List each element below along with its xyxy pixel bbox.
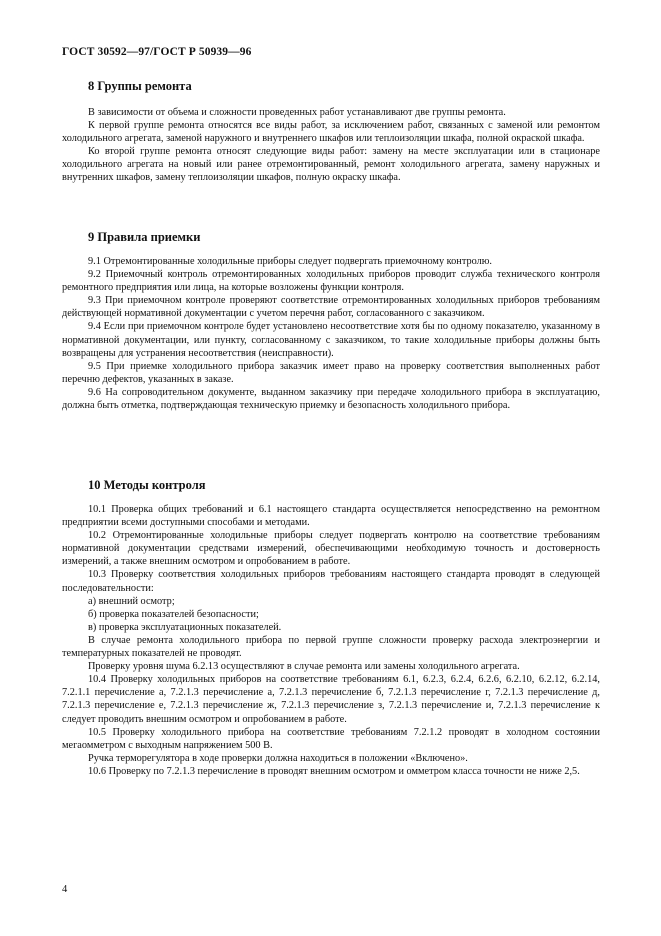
paragraph: 10.2 Отремонтированные холодильные приборы следует подвергать контролю на соответствие требованиям нормативной документации средствами измерений, обеспечивающими необходимую точность и достоверность измерений, а также внешним осмотром и опробованием в работе. (62, 530, 600, 568)
paragraph: В зависимости от объема и сложности проведенных работ устанавливают две группы ремонта. (88, 107, 506, 118)
section-8-heading: 8 Группы ремонта (88, 79, 192, 93)
paragraph: 9.6 На сопроводительном документе, выданном заказчику при передаче холодильного прибора в эксплуатацию, должна быть отметка, подтверждающая техническую приемку и безопасность холодильного прибора. (62, 386, 600, 412)
section-9-heading: 9 Правила приемки (88, 230, 201, 244)
paragraph: 10.3 Проверку соответствия холодильных приборов требованиям настоящего стандарта проводят в следующей последовательности: (62, 569, 600, 594)
paragraph: Ко второй группе ремонта относят следующие виды работ: замену на месте эксплуатации или в стационаре холодильного агрегата на новый или ранее отремонтированный, ремонт холодильного агрегата, замену наружных и внутренних шкафов, замену теплоизоляции шкафов, полную окраску шкафа. (62, 146, 600, 184)
paragraph: 9.5 При приемке холодильного прибора заказчик имеет право на проверку соответствия выполненных работ перечню дефектов, указанных в заказе. (62, 360, 600, 385)
paragraph: 10.5 Проверку холодильного прибора на соответствие требованиям 7.2.1.2 проводят в холодном состоянии мегаомметром с выходным напряжением 500 В. (62, 726, 600, 751)
paragraph: 9.1 Отремонтированные холодильные приборы следует подвергать приемочному контролю. (88, 256, 493, 267)
page-number: 4 (62, 884, 68, 895)
paragraph: 10.4 Проверку холодильных приборов на соответствие требованиям 6.1, 6.2.3, 6.2.4, 6.2.6, 6.2.10, 6.2.12, 6.2.14, 7.2.1.1 перечисление а, 7.2.1.3 перечисление а, 7.2.1.3 перечисление б, 7.2.1.3 перечисление г, 7.2.1.3 перечисление д, 7.2.1.3 перечисление е, 7.2.1.3 перечисление ж, 7.2.1.3 перечисление з, 7.2.1.3 перечисление и, 7.2.1.3 перечисление к следует проводить внешним осмотром и опробованием в работе. (62, 674, 600, 725)
paragraph: 9.3 При приемочном контроле проверяют соответствие отремонтированных холодильных приборов требованиям действующей нормативной документации с учетом перечня работ, согласованного с заказчиком. (62, 295, 600, 320)
paragraph: В случае ремонта холодильного прибора по первой группе сложности проверку расхода электроэнергии и температурных показателей не проводят. (62, 634, 600, 660)
paragraph: 10.1 Проверка общих требований и 6.1 настоящего стандарта осуществляется непосредственно на ремонтном предприятии всеми доступными способами и методами. (62, 504, 600, 529)
section-10-heading: 10 Методы контроля (88, 478, 206, 492)
section-10-body (62, 503, 600, 778)
paragraph: Проверку уровня шума 6.2.13 осуществляют в случае ремонта или замены холодильного агрегата. (88, 661, 520, 673)
list-item: б) проверка показателей безопасности; (88, 608, 259, 620)
list-item: в) проверка эксплуатационных показателей. (88, 621, 282, 633)
section-9-body (62, 255, 600, 412)
list-item: а) внешний осмотр; (88, 595, 175, 607)
paragraph: 9.2 Приемочный контроль отремонтированных холодильных приборов проводит служба технического контроля ремонтного предприятия или лица, на которые возложены функции контроля. (62, 269, 600, 294)
paragraph: 10.6 Проверку по 7.2.1.3 перечисление в проводят внешним осмотром и омметром класса точности не ниже 2,5. (88, 765, 580, 777)
document-header: ГОСТ 30592—97/ГОСТ Р 50939—96 (62, 46, 252, 58)
paragraph: 9.4 Если при приемочном контроле будет установлено несоответствие хотя бы по одному показателю, указанному в нормативной документации, или пункту, согласованному с заказчиком, то такие холодильные приборы должны быть возвращены для устранения несоответствия (неисправности). (62, 321, 600, 359)
paragraph: К первой группе ремонта относятся все виды работ, за исключением работ, связанных с заменой или ремонтом холодильного агрегата, заменой наружного и внутреннего шкафов или теплоизоляции шкафа, полной окраской шкафа. (62, 120, 600, 145)
section-8-body (62, 106, 600, 185)
paragraph: Ручка терморегулятора в ходе проверки должна находиться в положении «Включено». (88, 752, 468, 764)
